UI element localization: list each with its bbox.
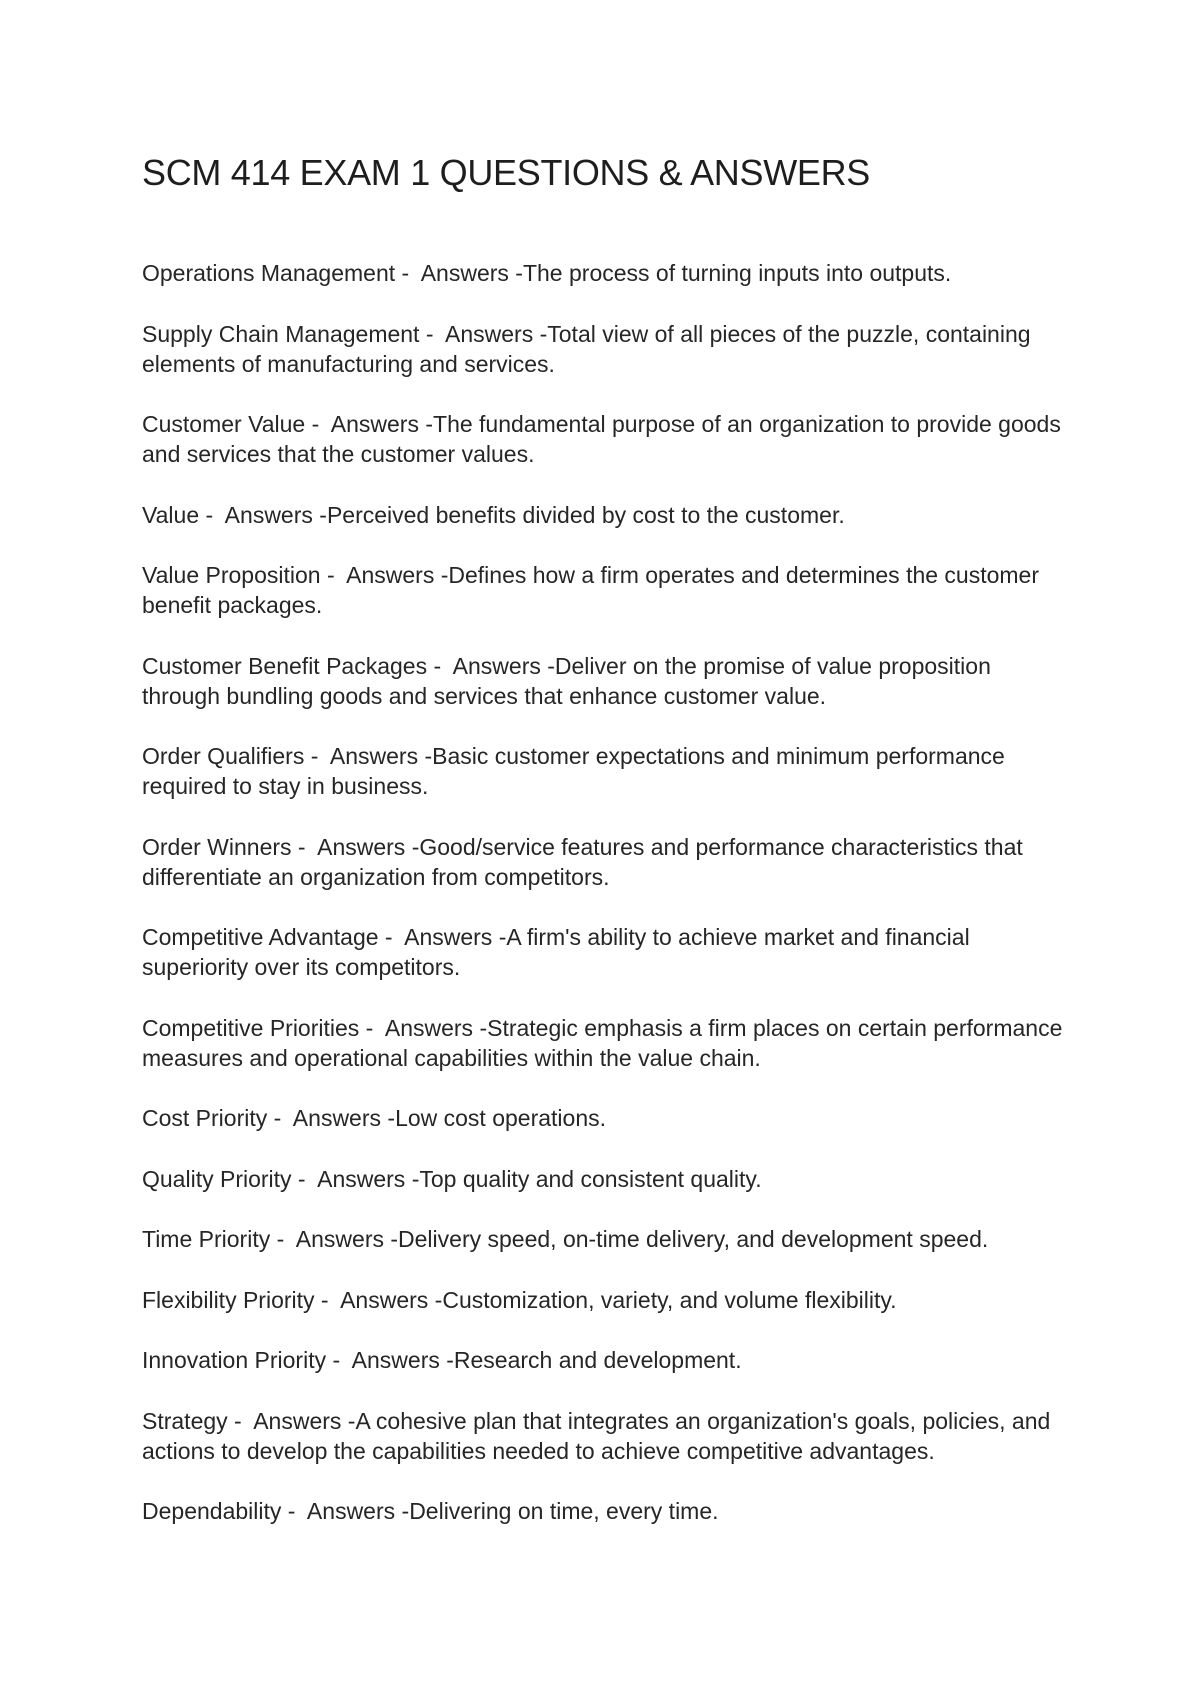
qa-entry — [142, 409, 1072, 469]
qa-entry — [142, 560, 1072, 620]
qa-term: Value — [142, 501, 200, 528]
qa-entry — [142, 832, 1072, 892]
qa-entry — [142, 1406, 1072, 1466]
qa-entry — [142, 1285, 1072, 1315]
qa-separator: - Answers - — [304, 743, 433, 769]
page-title: SCM 414 EXAM 1 QUESTIONS & ANSWERS — [142, 152, 870, 193]
qa-separator: - Answers - — [395, 260, 523, 286]
qa-term: Quality Priority — [142, 1165, 292, 1192]
qa-term: Operations Management — [142, 260, 396, 286]
qa-term: Time Priority — [142, 1226, 271, 1252]
qa-separator: - Answers - — [320, 562, 449, 588]
qa-term: Supply Chain Management — [142, 320, 420, 347]
qa-entry — [142, 1103, 1072, 1133]
qa-answer: A cohesive plan that integrates an organization's goals, policies, and actions to develop the capabilities needed to achieve competitive advantages. — [142, 1407, 1051, 1464]
qa-entry — [142, 741, 1072, 801]
qa-separator: - Answers - — [267, 1105, 396, 1131]
qa-answer: Perceived benefits divided by cost to the customer. — [326, 501, 845, 528]
qa-entry — [142, 500, 1072, 530]
qa-term: Customer Value — [142, 411, 306, 437]
qa-entry — [142, 319, 1072, 379]
qa-answer: Delivering on time, every time. — [409, 1498, 719, 1524]
qa-answer: Deliver on the promise of value proposition through bundling goods and services that enhance customer value. — [142, 652, 991, 709]
qa-separator: - Answers - — [291, 1165, 420, 1192]
qa-entry — [142, 1164, 1072, 1194]
qa-separator: - Answers - — [326, 1347, 454, 1373]
qa-entry — [142, 651, 1072, 711]
qa-entry — [142, 1345, 1072, 1375]
qa-term: Innovation Priority — [142, 1347, 327, 1373]
qa-term: Order Winners — [142, 833, 292, 860]
qa-term: Value Proposition — [142, 562, 321, 588]
qa-answer: Strategic emphasis a firm places on certain performance measures and operational capabilities within the value chain. — [142, 1014, 1063, 1071]
qa-entry — [142, 922, 1072, 982]
qa-entry — [142, 258, 1072, 288]
qa-term: Strategy — [142, 1407, 228, 1434]
qa-answer: A firm's ability to achieve market and financial superiority over its competitors. — [142, 924, 970, 980]
qa-separator: - Answers - — [270, 1226, 399, 1252]
qa-term: Cost Priority — [142, 1105, 268, 1131]
qa-answer: Top quality and consistent quality. — [419, 1165, 762, 1192]
qa-answer: Good/service features and performance characteristics that differentiate an organization from competitors. — [142, 833, 1023, 890]
qa-answer: Basic customer expectations and minimum performance required to stay in business. — [142, 743, 1005, 799]
qa-separator: - Answers - — [305, 411, 434, 437]
qa-answer: Research and development. — [453, 1347, 742, 1373]
qa-term: Competitive Priorities — [142, 1014, 360, 1041]
qa-list — [142, 258, 1072, 1557]
qa-answer: Delivery speed, on-time delivery, and development speed. — [398, 1226, 989, 1252]
qa-separator: - Answers - — [359, 1014, 488, 1041]
qa-separator: - Answers - — [427, 652, 555, 679]
qa-separator: - Answers - — [281, 1498, 410, 1524]
qa-term: Order Qualifiers — [142, 743, 305, 769]
qa-term: Competitive Advantage — [142, 924, 379, 950]
qa-answer: The fundamental purpose of an organization to provide goods and services that the customer values. — [142, 411, 1061, 467]
qa-answer: Customization, variety, and volume flexibility. — [442, 1286, 897, 1313]
qa-answer: Total view of all pieces of the puzzle, containing elements of manufacturing and services. — [142, 320, 1031, 377]
qa-separator: - Answers - — [227, 1407, 356, 1434]
qa-separator: - Answers - — [291, 833, 420, 860]
qa-answer: The process of turning inputs into outputs. — [522, 260, 952, 286]
qa-term: Flexibility Priority — [142, 1286, 315, 1313]
qa-separator: - Answers - — [199, 501, 327, 528]
qa-separator: - Answers - — [378, 924, 507, 950]
qa-answer: Defines how a firm operates and determines the customer benefit packages. — [142, 562, 1040, 618]
qa-answer: Low cost operations. — [395, 1105, 607, 1131]
qa-entry — [142, 1224, 1072, 1254]
qa-term: Customer Benefit Packages — [142, 652, 428, 679]
qa-entry — [142, 1013, 1072, 1073]
qa-entry — [142, 1496, 1072, 1526]
qa-separator: - Answers - — [314, 1286, 443, 1313]
qa-term: Dependability — [142, 1498, 282, 1524]
qa-separator: - Answers - — [419, 320, 548, 347]
